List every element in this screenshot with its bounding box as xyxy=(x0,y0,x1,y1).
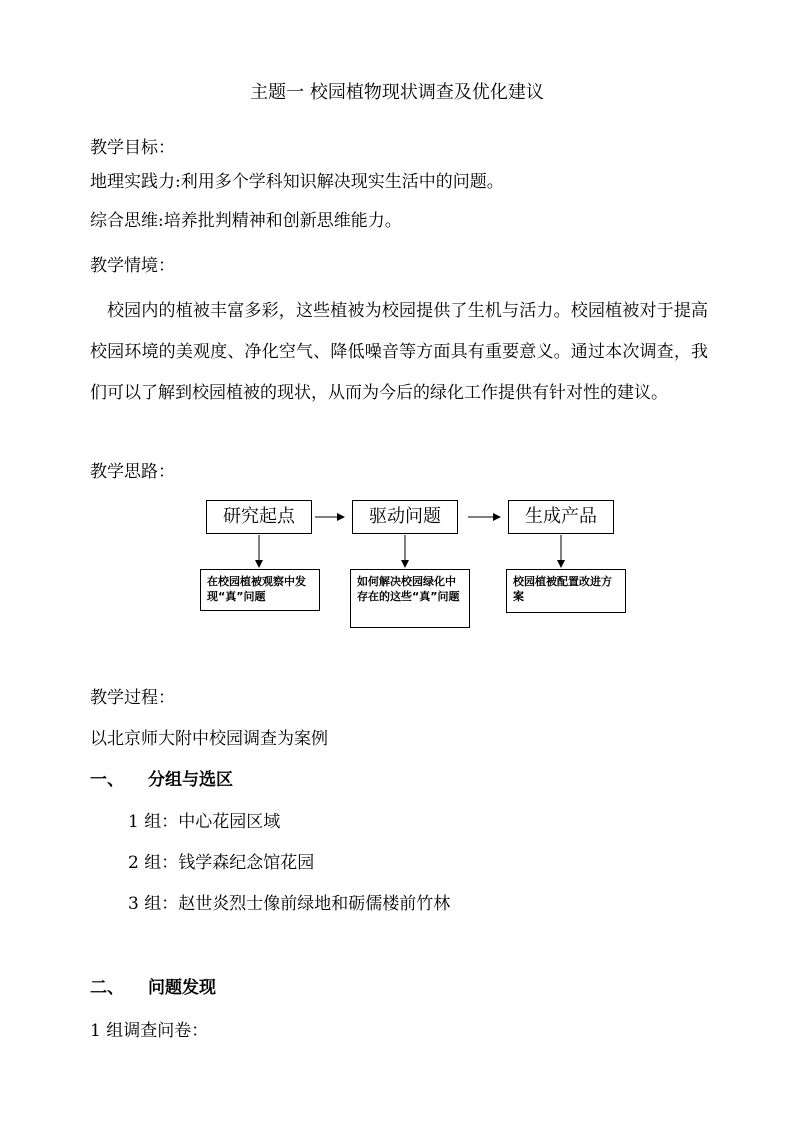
context-paragraph: 校园内的植被丰富多彩，这些植被为校园提供了生机与活力。校园植被对于提高校园环境的美观度、净化空气、降低噪音等方面具有重要意义。通过本次调查，我们可以了解到校园植被的现状，从而为今后的绿化工作提供有针对性的建议。 xyxy=(90,301,708,403)
page-title: 主题一 校园植物现状调查及优化建议 xyxy=(250,82,544,103)
survey-label: 1 组调查问卷： xyxy=(90,1021,209,1041)
objective-item-2: 综合思维:培养批判精神和创新思维能力。 xyxy=(90,211,402,231)
group-item-3: 3 组：赵世炎烈士像前绿地和砺儒楼前竹林 xyxy=(128,894,451,914)
flow-step-driving-question: 驱动问题 xyxy=(352,500,458,534)
section-1-title: 分组与选区 xyxy=(148,770,233,790)
flow-detail-research-start: 在校园植被观察中发现“真”问题 xyxy=(200,569,320,611)
flow-detail-product: 校园植被配置改进方案 xyxy=(506,569,626,613)
group-item-2: 2 组：钱学森纪念馆花园 xyxy=(128,853,315,873)
flow-detail-driving-question: 如何解决校园绿化中存在的这些“真”问题 xyxy=(350,569,470,628)
process-case: 以北京师大附中校园调查为案例 xyxy=(90,729,328,749)
section-1-heading xyxy=(90,770,233,790)
section-1-number: 一、 xyxy=(90,770,124,790)
context-heading: 教学情境： xyxy=(90,256,175,276)
objective-item-1: 地理实践力:利用多个学科知识解决现实生活中的问题。 xyxy=(90,172,504,192)
group-item-1: 1 组：中心花园区域 xyxy=(128,812,281,832)
section-2-title: 问题发现 xyxy=(148,978,216,998)
objectives-heading: 教学目标： xyxy=(90,138,175,158)
flow-step-research-start: 研究起点 xyxy=(206,500,312,534)
flow-step-product: 生成产品 xyxy=(508,500,614,534)
process-heading: 教学过程： xyxy=(90,688,175,708)
approach-heading: 教学思路： xyxy=(90,462,175,482)
section-2-heading xyxy=(90,978,216,998)
section-2-number: 二、 xyxy=(90,978,124,998)
